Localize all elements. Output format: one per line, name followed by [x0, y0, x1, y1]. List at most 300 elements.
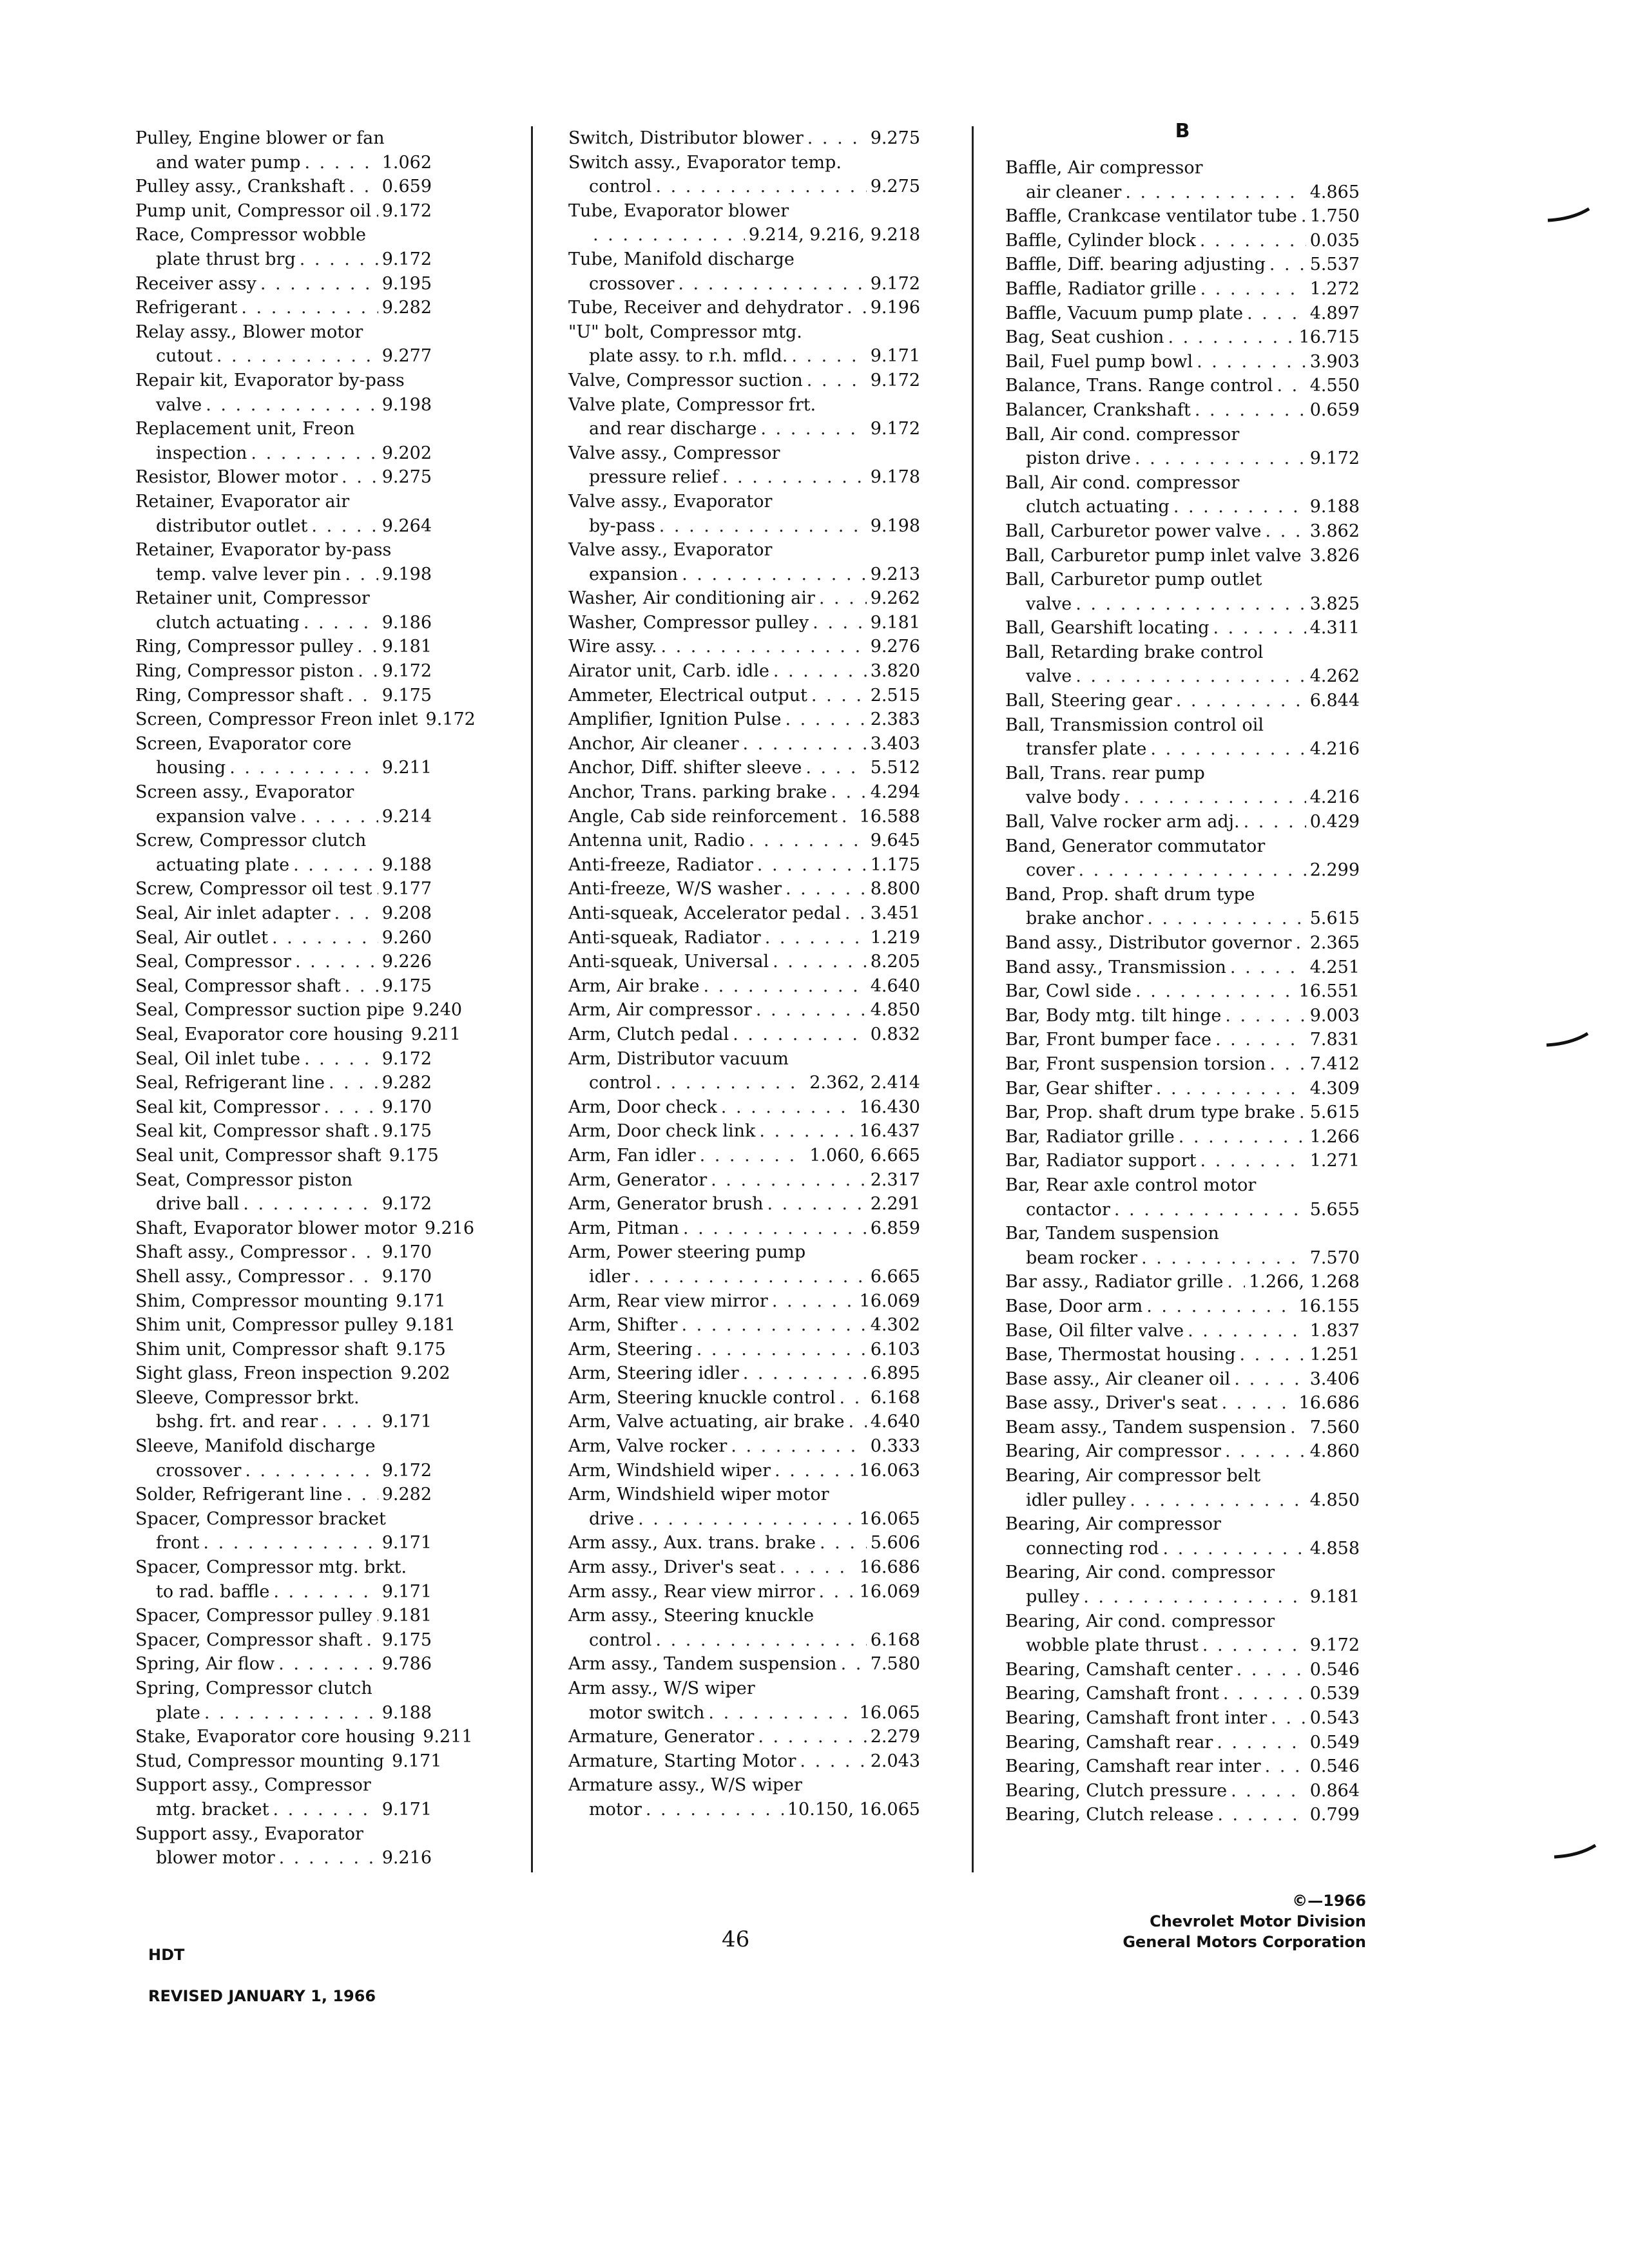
page-reference: 2.291 — [870, 1194, 920, 1215]
entry-continuation-line — [1005, 1198, 1360, 1222]
entry-line — [1005, 544, 1360, 568]
entry-continuation-line — [135, 1192, 432, 1216]
page-reference: 9.214 — [381, 806, 432, 827]
index-entry — [568, 926, 920, 950]
scan-mark — [1547, 206, 1592, 226]
footer-left — [148, 1934, 376, 2017]
entry-text: Pulley assy., Crankshaft — [135, 177, 345, 197]
entry-line — [568, 1434, 920, 1459]
entry-text: mtg. bracket — [156, 1799, 269, 1820]
dot-leader — [1213, 616, 1306, 640]
entry-line — [1005, 398, 1360, 423]
page-reference: 9.172 — [870, 419, 920, 439]
entry-line — [568, 1531, 920, 1555]
page-reference: 4.302 — [870, 1315, 920, 1336]
index-entry — [568, 1023, 920, 1047]
entry-line — [568, 805, 920, 829]
entry-line — [1005, 1367, 1360, 1392]
page-reference: 9.216 — [424, 1218, 475, 1238]
page-reference: 9.171 — [381, 1533, 432, 1553]
section-letter: B — [1175, 120, 1190, 142]
entry-continuation-line — [135, 393, 432, 418]
dot-leader — [1075, 664, 1306, 689]
dot-leader — [1075, 592, 1306, 617]
entry-text: Base assy., Air cleaner oil — [1005, 1369, 1231, 1389]
document-code: HDT — [148, 1946, 185, 1964]
entry-text: Base, Door arm — [1005, 1296, 1143, 1316]
page-reference: 9.172 — [1309, 448, 1360, 469]
dot-leader — [1083, 1585, 1306, 1610]
index-entry — [135, 950, 432, 974]
page-reference: 4.640 — [870, 1412, 920, 1432]
entry-text: air cleaner — [1026, 182, 1122, 202]
entry-continuation-line — [1005, 858, 1360, 883]
entry-text: Bar, Radiator grille — [1005, 1126, 1175, 1147]
entry-text: Seal, Compressor shaft — [135, 975, 341, 996]
dot-leader — [819, 586, 867, 611]
entry-text: Resistor, Blower motor — [135, 467, 338, 488]
page-reference: 0.549 — [1309, 1732, 1360, 1753]
dot-leader — [655, 1628, 866, 1653]
entry-line — [568, 1192, 920, 1216]
entry-line — [1005, 1439, 1360, 1464]
index-entry — [135, 175, 432, 199]
page-reference: 9.208 — [381, 903, 432, 923]
dot-leader — [1135, 447, 1306, 471]
dot-leader — [841, 1652, 867, 1677]
index-entry — [568, 199, 920, 247]
index-entry — [1005, 1367, 1360, 1392]
page-reference: 3.820 — [870, 661, 920, 682]
index-entry — [568, 1216, 920, 1241]
page-reference: 9.211 — [381, 758, 432, 778]
entry-text: Seal, Oil inlet tube — [135, 1048, 300, 1069]
entry-line — [1005, 423, 1360, 447]
entry-continuation-line — [1005, 495, 1360, 519]
page-number: 46 — [722, 1927, 750, 1952]
entry-line — [568, 950, 920, 974]
index-entry — [568, 1580, 920, 1604]
index-entry — [568, 1531, 920, 1555]
index-entry — [568, 635, 920, 659]
entry-line — [1005, 1004, 1360, 1028]
entry-text: contactor — [1026, 1199, 1110, 1220]
page-reference: 0.333 — [870, 1436, 920, 1457]
entry-text: Anti-freeze, W/S washer — [568, 879, 782, 899]
dot-leader — [300, 247, 378, 272]
entry-text: valve — [1026, 666, 1072, 687]
dot-leader — [366, 1628, 378, 1653]
entry-line — [1005, 350, 1360, 374]
dot-leader — [376, 877, 378, 901]
dot-leader — [1265, 1754, 1306, 1779]
dot-leader — [848, 1410, 866, 1434]
page-reference: 2.299 — [1309, 860, 1360, 881]
index-entry — [135, 490, 432, 538]
index-entry — [1005, 1149, 1360, 1173]
dot-leader — [773, 950, 867, 974]
index-entry — [1005, 810, 1360, 834]
entry-text: Bar assy., Radiator grille — [1005, 1272, 1224, 1293]
entry-text: Bearing, Air compressor — [1005, 1514, 1221, 1535]
dot-leader — [260, 272, 378, 296]
index-entry — [568, 780, 920, 805]
page-reference: 9.275 — [381, 467, 432, 488]
entry-text: Relay assy., Blower motor — [135, 322, 363, 342]
page-reference: 9.275 — [870, 177, 920, 197]
index-entry — [1005, 1561, 1360, 1609]
entry-line — [135, 829, 432, 853]
entry-text: Bearing, Air cond. compressor — [1005, 1562, 1275, 1583]
page-reference: 9.188 — [381, 854, 432, 875]
page-reference: 9.175 — [381, 1121, 432, 1142]
entry-line — [1005, 1561, 1360, 1585]
index-entry — [1005, 544, 1360, 568]
entry-text: Switch, Distributor blower — [568, 128, 804, 148]
dot-leader — [311, 514, 378, 539]
entry-text: cutout — [156, 346, 213, 367]
dot-leader — [786, 877, 867, 901]
entry-text: Ring, Compressor pulley — [135, 637, 354, 657]
index-entry — [135, 901, 432, 926]
index-entry — [568, 1313, 920, 1338]
entry-text: Ball, Transmission control oil — [1005, 715, 1264, 735]
entry-line — [568, 1023, 920, 1047]
entry-text: Beam assy., Tandem suspension — [1005, 1417, 1287, 1437]
dot-leader — [349, 175, 378, 199]
entry-line — [135, 877, 432, 901]
entry-line — [1005, 1682, 1360, 1706]
entry-line — [135, 1265, 432, 1289]
entry-text: Arm assy., Tandem suspension — [568, 1654, 837, 1675]
dot-leader — [633, 1265, 866, 1289]
page-reference: 9.282 — [381, 298, 432, 318]
entry-line — [568, 635, 920, 659]
entry-line — [1005, 640, 1360, 665]
entry-continuation-line — [135, 805, 432, 829]
index-entry — [135, 1361, 450, 1386]
page-reference: 9.172 — [870, 370, 920, 390]
page-reference: 4.850 — [1309, 1490, 1360, 1510]
entry-line — [1005, 1077, 1360, 1101]
entry-text: idler — [589, 1266, 630, 1287]
entry-continuation-line — [135, 151, 432, 175]
dot-leader — [329, 1071, 378, 1095]
entry-text: Baffle, Crankcase ventilator tube — [1005, 206, 1297, 227]
index-entry — [1005, 302, 1360, 326]
entry-text: Stud, Compressor mounting — [135, 1751, 385, 1771]
page-reference: 9.171 — [381, 1799, 432, 1820]
entry-line — [568, 1604, 920, 1628]
entry-text: Spring, Compressor clutch — [135, 1678, 372, 1698]
index-entry — [135, 1289, 446, 1314]
dot-leader — [681, 1313, 866, 1338]
dot-leader — [1271, 1706, 1306, 1731]
entry-continuation-line — [568, 417, 920, 441]
entry-text: Ball, Carburetor power valve — [1005, 521, 1262, 541]
entry-text: plate thrust brg — [156, 249, 296, 269]
index-entry — [1005, 1658, 1360, 1682]
entry-text: Bar, Cowl side — [1005, 981, 1132, 1002]
dot-leader — [229, 756, 378, 780]
entry-text: connecting rod — [1026, 1538, 1159, 1559]
entry-text: Seat, Compressor piston — [135, 1169, 352, 1190]
page-reference: 3.825 — [1309, 593, 1360, 614]
entry-text: drive — [589, 1508, 635, 1529]
page-reference: 2.279 — [870, 1727, 920, 1747]
dot-leader — [204, 1701, 378, 1725]
entry-text: Bearing, Camshaft center — [1005, 1659, 1233, 1680]
entry-text: Bearing, Camshaft front — [1005, 1684, 1219, 1704]
entry-text: Airator unit, Carb. idle — [568, 661, 769, 682]
entry-text: Retainer unit, Compressor — [135, 588, 370, 609]
dot-leader — [842, 805, 856, 829]
dot-leader — [1290, 1416, 1306, 1440]
dot-leader — [1269, 1052, 1306, 1077]
index-entry — [568, 659, 920, 684]
entry-text: Arm, Generator brush — [568, 1194, 764, 1215]
page-reference: 10.150, 16.065 — [787, 1799, 920, 1820]
page-reference: 1.219 — [870, 927, 920, 948]
dot-leader — [1269, 253, 1306, 277]
page-reference: 9.171 — [396, 1291, 446, 1311]
entry-text: Ammeter, Electrical output — [568, 685, 807, 706]
dot-leader — [1222, 1391, 1295, 1416]
dot-leader — [1156, 1077, 1306, 1101]
entry-line — [1005, 302, 1360, 326]
entry-line — [1005, 253, 1360, 277]
entry-text: transfer plate — [1026, 739, 1147, 760]
entry-text: Washer, Air conditioning air — [568, 588, 815, 609]
page-reference: 9.177 — [381, 879, 432, 899]
index-entry — [1005, 1125, 1360, 1149]
entry-line — [135, 1338, 446, 1362]
entry-line — [1005, 713, 1360, 738]
dot-leader — [721, 1095, 856, 1120]
entry-line — [1005, 1731, 1360, 1755]
entry-line — [1005, 471, 1360, 495]
dot-leader — [273, 1798, 378, 1822]
entry-text: Support assy., Evaporator — [135, 1823, 363, 1844]
index-entry — [1005, 616, 1360, 640]
dot-leader — [1225, 1004, 1306, 1028]
index-entry — [1005, 229, 1360, 253]
page-reference: 0.429 — [1309, 812, 1360, 832]
page-reference: 1.750 — [1309, 206, 1360, 227]
entry-line — [568, 441, 920, 466]
page-reference: 9.211 — [410, 1024, 461, 1044]
entry-line — [135, 296, 432, 320]
index-entry — [135, 369, 432, 417]
dot-leader — [791, 344, 866, 369]
entry-text: Shaft assy., Compressor — [135, 1242, 347, 1263]
entry-text: Bar, Body mtg. tilt hinge — [1005, 1005, 1222, 1026]
entry-text: Spacer, Compressor shaft — [135, 1629, 363, 1650]
entry-text: crossover — [589, 273, 675, 294]
index-entry — [568, 1555, 920, 1580]
dot-leader — [593, 223, 745, 247]
dot-leader — [1223, 1682, 1306, 1706]
index-entry — [568, 296, 920, 320]
dot-leader — [304, 151, 378, 175]
entry-text: Stake, Evaporator core housing — [135, 1727, 416, 1747]
index-entry — [568, 490, 920, 538]
entry-line — [135, 732, 432, 756]
entry-text: Shell assy., Compressor — [135, 1266, 345, 1287]
page-reference: 9.181 — [870, 612, 920, 633]
entry-line — [568, 732, 920, 756]
entry-text: Shim unit, Compressor pulley — [135, 1315, 398, 1336]
page-reference: 3.862 — [1309, 521, 1360, 541]
page-reference: 9.214, 9.216, 9.218 — [748, 225, 920, 245]
dot-leader — [1195, 398, 1306, 423]
page-reference: 7.560 — [1309, 1417, 1360, 1437]
index-entry — [135, 877, 432, 901]
index-entry — [568, 1459, 920, 1483]
index-entry — [568, 586, 920, 611]
index-entry — [135, 417, 432, 465]
page-reference: 6.859 — [870, 1218, 920, 1238]
entry-line — [135, 1652, 432, 1677]
entry-text: Screw, Compressor oil test — [135, 879, 372, 899]
entry-text: Arm assy., Aux. trans. brake — [568, 1533, 816, 1553]
entry-line — [568, 684, 920, 708]
entry-line — [568, 126, 920, 151]
page-reference: 5.512 — [870, 758, 920, 778]
dot-leader — [660, 635, 866, 659]
entry-line — [568, 1168, 920, 1193]
index-entry — [1005, 1004, 1360, 1028]
index-entry — [568, 901, 920, 926]
entry-text: Ball, Retarding brake control — [1005, 642, 1264, 662]
index-entry — [135, 732, 432, 780]
entry-line — [568, 199, 920, 224]
index-entry — [1005, 1754, 1360, 1779]
index-entry — [568, 247, 920, 296]
index-entry — [1005, 156, 1360, 204]
dot-leader — [743, 1361, 867, 1386]
index-entry — [568, 707, 920, 732]
entry-line — [135, 635, 432, 659]
dot-leader — [1079, 858, 1306, 883]
page-reference: 6.895 — [870, 1363, 920, 1384]
entry-line — [135, 1168, 432, 1193]
entry-text: housing — [156, 758, 226, 778]
entry-text: Balancer, Crankshaft — [1005, 399, 1191, 420]
page-reference: 16.430 — [859, 1097, 920, 1117]
index-entry — [135, 1265, 432, 1289]
entry-continuation-line — [1005, 592, 1360, 617]
dot-leader — [800, 1749, 866, 1774]
page-reference: 0.832 — [870, 1024, 920, 1044]
index-entry — [568, 369, 920, 393]
entry-line — [135, 1628, 432, 1653]
entry-text: Arm, Door check link — [568, 1121, 756, 1142]
index-entry — [1005, 1028, 1360, 1052]
dot-leader — [1301, 204, 1306, 229]
entry-text: valve body — [1026, 787, 1120, 808]
entry-text: and rear discharge — [589, 419, 757, 439]
entry-text: Arm, Air brake — [568, 975, 700, 996]
entry-continuation-line — [1005, 1633, 1360, 1658]
entry-text: Screen assy., Evaporator — [135, 782, 354, 803]
index-entry — [135, 1483, 432, 1507]
dot-leader — [1162, 1537, 1306, 1561]
entry-text: Race, Compressor wobble — [135, 225, 367, 245]
index-entry — [1005, 956, 1360, 980]
dot-leader — [346, 1483, 378, 1507]
entry-text: Bearing, Clutch release — [1005, 1805, 1214, 1825]
entry-line — [135, 320, 432, 345]
entry-line — [135, 223, 432, 247]
entry-line — [135, 1119, 432, 1144]
entry-text: Armature, Generator — [568, 1727, 755, 1747]
index-entry — [568, 1410, 920, 1434]
entry-text: Refrigerant — [135, 298, 238, 318]
index-entry — [135, 1677, 432, 1725]
entry-line — [1005, 1100, 1360, 1125]
index-entry — [1005, 1270, 1360, 1294]
entry-line — [568, 586, 920, 611]
page-reference: 1.266, 1.268 — [1249, 1272, 1360, 1293]
entry-text: Switch assy., Evaporator temp. — [568, 152, 842, 173]
entry-line — [568, 1749, 920, 1774]
entry-text: Seal, Evaporator core housing — [135, 1024, 403, 1044]
entry-line — [135, 1047, 432, 1072]
entry-line — [1005, 1125, 1360, 1149]
entry-continuation-line — [1005, 447, 1360, 471]
page-reference: 16.155 — [1298, 1296, 1360, 1316]
dot-leader — [845, 901, 867, 926]
entry-text: wobble plate thrust — [1026, 1635, 1199, 1656]
entry-text: Antenna unit, Radio — [568, 831, 745, 851]
page-reference: 9.198 — [381, 564, 432, 584]
index-entry — [1005, 1222, 1360, 1270]
entry-line — [568, 853, 920, 878]
entry-text: Valve assy., Evaporator — [568, 540, 773, 561]
entry-line — [568, 538, 920, 562]
entry-line — [1005, 1416, 1360, 1440]
entry-text: Tube, Evaporator blower — [568, 200, 789, 221]
entry-line — [568, 974, 920, 999]
entry-line — [1005, 1343, 1360, 1367]
entry-text: and water pump — [156, 152, 301, 173]
entry-continuation-line — [568, 1701, 920, 1725]
page-reference: 7.831 — [1309, 1030, 1360, 1050]
index-column-3 — [1005, 120, 1360, 1827]
index-entry — [1005, 1610, 1360, 1658]
entry-continuation-line — [568, 1507, 920, 1532]
entry-line — [568, 369, 920, 393]
entry-continuation-line — [135, 1459, 432, 1483]
dot-leader — [638, 1507, 855, 1532]
index-entry — [135, 1628, 432, 1653]
entry-line — [568, 1313, 920, 1338]
entry-line — [135, 1822, 432, 1847]
page-reference: 16.069 — [859, 1291, 920, 1311]
index-entry — [568, 1338, 920, 1362]
page-reference: 0.546 — [1309, 1659, 1360, 1680]
entry-continuation-line — [135, 1701, 432, 1725]
dot-leader — [351, 1240, 378, 1265]
entry-text: Arm, Valve rocker — [568, 1436, 728, 1457]
page-reference: 0.659 — [381, 177, 432, 197]
page-reference: 4.216 — [1309, 787, 1360, 808]
entry-text: Shim unit, Compressor shaft — [135, 1339, 389, 1360]
entry-text: Anti-squeak, Universal — [568, 952, 769, 972]
entry-line — [568, 1047, 920, 1072]
entry-text: Receiver assy — [135, 273, 256, 294]
